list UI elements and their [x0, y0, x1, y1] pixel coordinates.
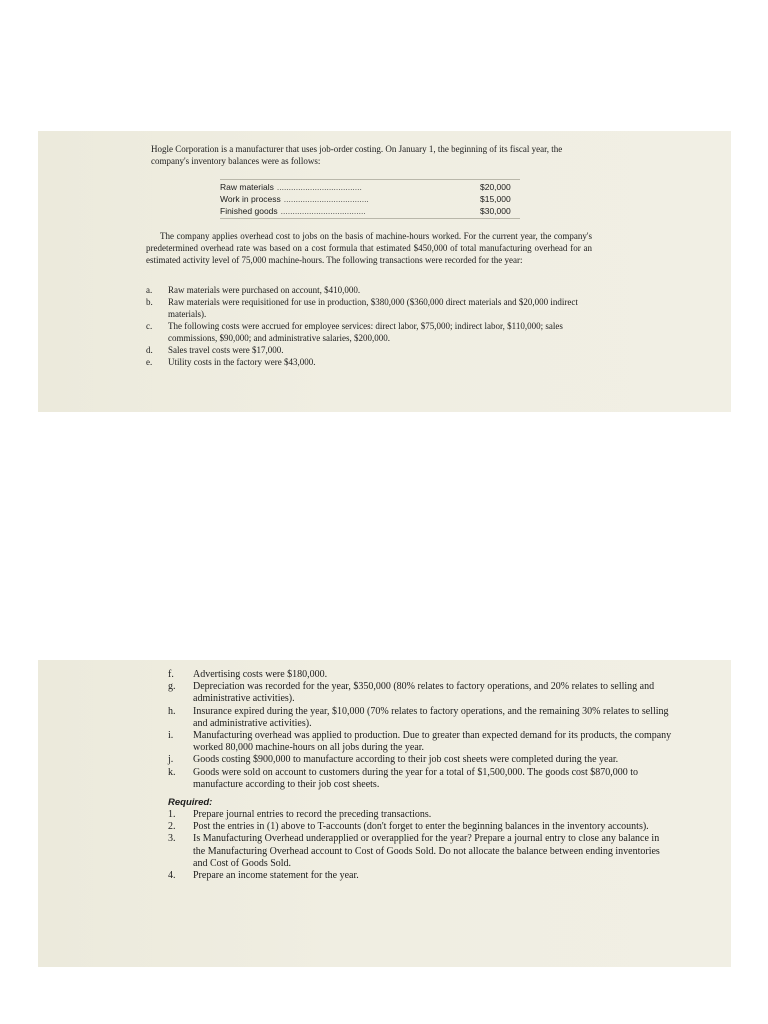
- item-text: The following costs were accrued for employee services: direct labor, $75,000; indirect labor, $110,000; sales commissions, $90,000; and administrative salaries, $200,000.: [168, 321, 563, 343]
- item-letter: b.: [146, 297, 153, 307]
- item-text: Goods were sold on account to customers during the year for a total of $1,500,000. The goods cost $870,000 to manufacture according to their job cost sheets.: [193, 766, 639, 790]
- balance-label: Work in process: [220, 194, 281, 204]
- transaction-item: [146, 320, 592, 344]
- balance-row-finished-goods: [220, 205, 520, 217]
- item-text: Insurance expired during the year, $10,000 (70% relates to factory operations, and the remaining 30% relates to selling and administrative activities).: [193, 705, 669, 729]
- intro-text: Hogle Corporation is a manufacturer that uses job-order costing. On January 1, the beginning of its fiscal year, the company's inventory balances were as follows:: [151, 144, 563, 166]
- dot-leader: ....................................: [280, 206, 366, 216]
- transaction-item: [168, 730, 672, 754]
- item-text: Prepare an income statement for the year.: [193, 870, 359, 882]
- item-letter: d.: [146, 345, 153, 355]
- transaction-item: [168, 754, 672, 766]
- transaction-item: [146, 284, 592, 296]
- dot-leader: ....................................: [283, 194, 369, 204]
- item-text: Depreciation was recorded for the year, $350,000 (80% relates to factory operations, and 20% relates to selling and administrative activities).: [193, 681, 655, 705]
- item-letter: c.: [146, 321, 153, 331]
- problem-panel-top: [38, 131, 731, 412]
- transaction-item: [146, 344, 592, 356]
- item-text: Utility costs in the factory were $43,000.: [168, 357, 316, 367]
- overhead-paragraph: The company applies overhead cost to jobs on the basis of machine-hours worked. For the current year, the company's predetermined overhead rate was based on a cost formula that estimated $450,000 of total manufacturing overhead for an estimated activity level of 75,000 machine-hours. The following transactions were recorded for the year:: [146, 231, 592, 265]
- balance-amount: $30,000: [480, 206, 511, 216]
- item-text: Is Manufacturing Overhead underapplied or overapplied for the year? Prepare a journal entry to close any balance in the Manufacturing Overhead account to Cost of Goods Sold. Do not allocate the balance between ending inventories and Cost of Goods Sold.: [193, 833, 660, 869]
- transaction-item: [146, 296, 592, 320]
- item-number: 4.: [168, 870, 176, 882]
- transaction-item: [146, 356, 592, 368]
- item-text: Post the entries in (1) above to T-accounts (don't forget to enter the beginning balances in the inventory accounts).: [193, 821, 649, 833]
- item-text: Advertising costs were $180,000.: [193, 669, 328, 680]
- item-letter: f.: [168, 669, 174, 680]
- transaction-item: [168, 706, 672, 730]
- balance-amount: $20,000: [480, 182, 511, 192]
- required-item: [168, 809, 672, 821]
- item-text: Raw materials were purchased on account, $410,000.: [168, 285, 361, 295]
- problem-panel-bottom: [38, 660, 731, 967]
- balance-row-raw-materials: [220, 181, 520, 193]
- transaction-list-top: [146, 284, 592, 368]
- transaction-item: [168, 669, 672, 681]
- item-letter: k.: [168, 766, 176, 778]
- required-item: [168, 821, 672, 833]
- item-text: Goods costing $900,000 to manufacture according to their job cost sheets were completed during the year.: [193, 754, 619, 766]
- item-letter: g.: [168, 681, 176, 693]
- item-number: 1.: [168, 809, 176, 821]
- item-text: Manufacturing overhead was applied to production. Due to greater than expected demand for its products, the company worked 80,000 machine-hours on all jobs during the year.: [193, 730, 672, 754]
- required-item: [168, 870, 672, 882]
- inventory-balances-table: [220, 179, 520, 219]
- transaction-list-bottom: [168, 669, 672, 882]
- item-text: Prepare journal entries to record the preceding transactions.: [193, 809, 432, 821]
- item-letter: j.: [168, 754, 174, 766]
- item-text: Sales travel costs were $17,000.: [168, 345, 284, 355]
- item-letter: h.: [168, 705, 176, 717]
- balance-row-work-in-process: [220, 193, 520, 205]
- item-letter: a.: [146, 285, 153, 295]
- required-heading: Required:: [168, 797, 213, 809]
- item-number: 3.: [168, 833, 176, 845]
- balance-label: Raw materials: [220, 182, 274, 192]
- transaction-item: [168, 767, 672, 791]
- item-letter: e.: [146, 357, 153, 367]
- item-number: 2.: [168, 821, 176, 833]
- item-text: Raw materials were requisitioned for use in production, $380,000 ($360,000 direct materials and $20,000 indirect materials).: [168, 297, 578, 319]
- balance-amount: $15,000: [480, 194, 511, 204]
- dot-leader: ....................................: [276, 182, 362, 192]
- item-letter: i.: [168, 730, 174, 742]
- transaction-item: [168, 681, 672, 705]
- required-item: [168, 833, 672, 870]
- balance-label: Finished goods: [220, 206, 278, 216]
